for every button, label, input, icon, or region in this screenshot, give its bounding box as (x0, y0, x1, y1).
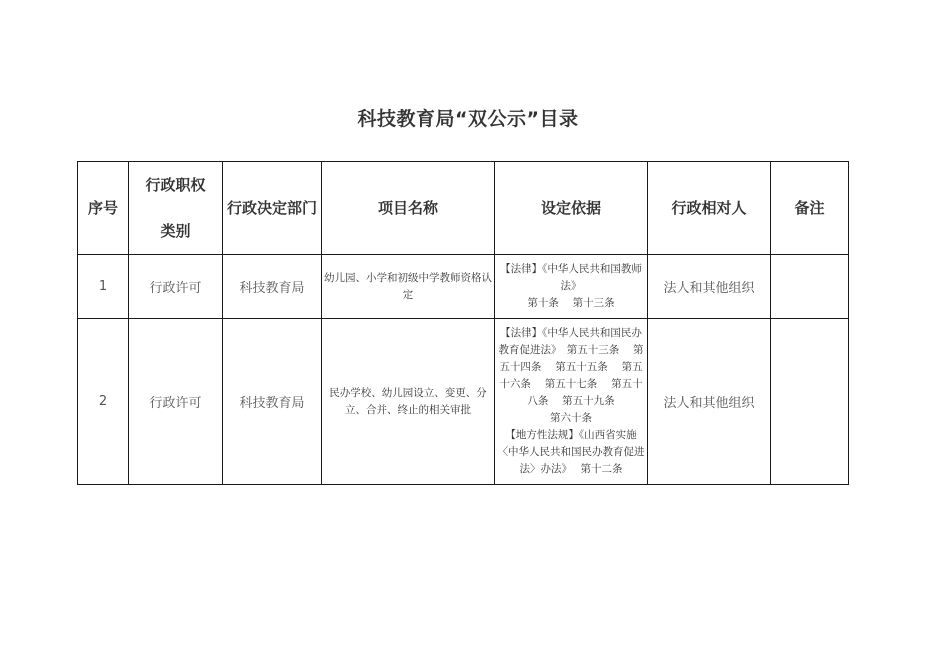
cell-remark (771, 319, 849, 485)
header-category (129, 162, 223, 255)
basis-line: 【法律】《中华人民共和国教师法》 (500, 263, 642, 292)
cell-department: 科技教育局 (223, 319, 322, 485)
basis-line: 【地方性法规】《山西省实施〈中华人民共和国民办教育促进法〉办法》 第十二条 (497, 429, 645, 475)
header-seq: 序号 (78, 162, 129, 255)
header-item-name: 项目名称 (322, 162, 495, 255)
cell-seq: 2 (78, 319, 129, 485)
header-counterparty: 行政相对人 (648, 162, 771, 255)
cell-remark (771, 255, 849, 319)
basis-line: 第六十条 (550, 412, 592, 424)
header-department: 行政决定部门 (223, 162, 322, 255)
header-category-spacer (131, 197, 220, 220)
table-row (78, 255, 849, 319)
cell-seq: 1 (78, 255, 129, 319)
cell-item-name: 幼儿园、小学和初级中学教师资格认定 (322, 255, 495, 319)
cell-basis (495, 319, 648, 485)
header-remark: 备注 (771, 162, 849, 255)
disclosure-catalog-table (77, 161, 849, 485)
cell-counterparty: 法人和其他组织 (648, 319, 771, 485)
table-row (78, 319, 849, 485)
basis-line: 【法律】《中华人民共和国民办教育促进法》 第五十三条 第五十四条 第五十五条 第五十六条 第五十七条 第五十八条 第五十九条 (498, 327, 644, 407)
cell-category: 行政许可 (129, 319, 223, 485)
cell-department: 科技教育局 (223, 255, 322, 319)
header-category-line1: 行政职权 (145, 175, 206, 194)
cell-basis (495, 255, 648, 319)
header-basis: 设定依据 (495, 162, 648, 255)
document-title: 科技教育局“双公示”目录 (357, 108, 579, 130)
cell-item-name: 民办学校、幼儿园设立、变更、分立、合并、终止的相关审批 (322, 319, 495, 485)
header-category-line2: 类别 (160, 221, 191, 240)
basis-line: 第十条 第十三条 (527, 297, 615, 309)
cell-category: 行政许可 (129, 255, 223, 319)
cell-counterparty: 法人和其他组织 (648, 255, 771, 319)
table-header-row (78, 162, 849, 255)
